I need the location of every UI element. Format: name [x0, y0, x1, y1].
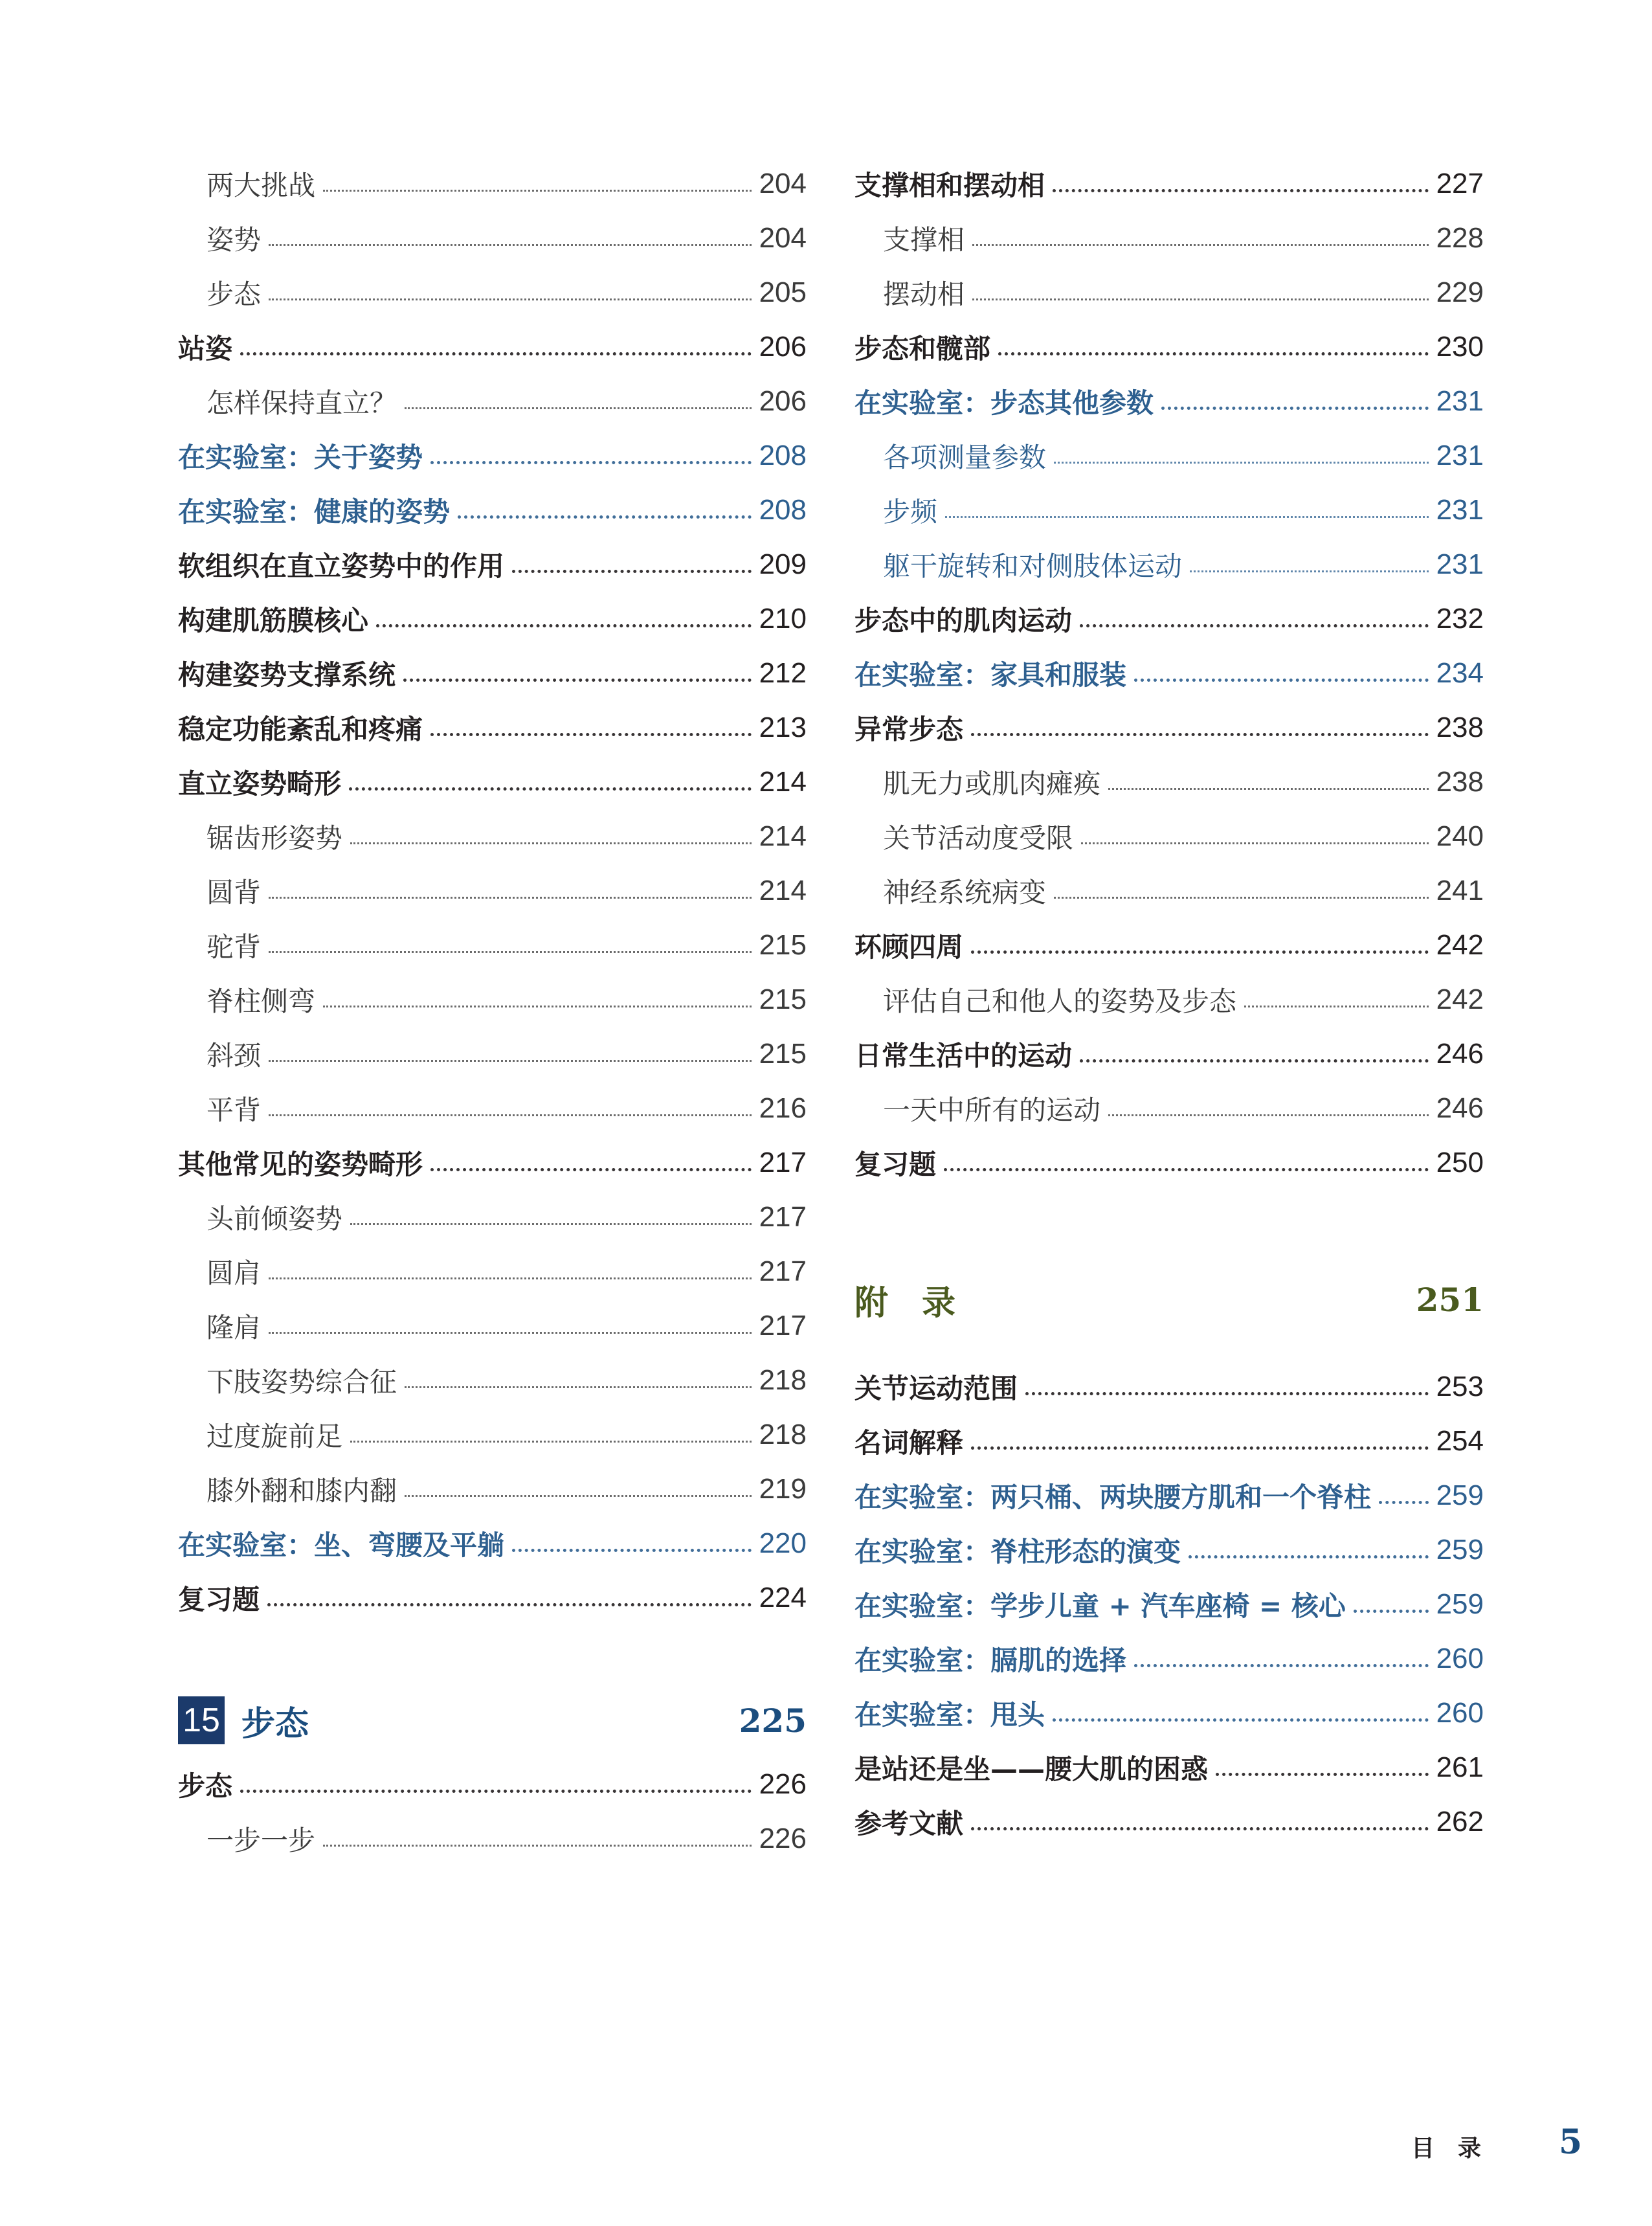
toc-entry-label: 怎样保持直立？	[206, 387, 397, 419]
toc-entry-label: 斜颈	[206, 1040, 262, 1072]
toc-entry-label: 隆肩	[206, 1312, 262, 1343]
toc-subentry[interactable]	[178, 211, 807, 265]
toc-subentry[interactable]	[854, 809, 1484, 864]
dot-leader	[430, 461, 752, 464]
toc-entry-label: 站姿	[178, 333, 233, 365]
dot-leader	[1379, 1501, 1429, 1504]
dot-leader	[267, 1603, 752, 1606]
toc-entry-label: 两大挑战	[206, 170, 316, 201]
toc-entry-label: 下肢姿势综合征	[206, 1366, 397, 1398]
toc-subentry[interactable]	[854, 483, 1484, 537]
toc-entry-label: 肌无力或肌肉瘫痪	[883, 768, 1101, 800]
chapter-title: 步态	[241, 1703, 309, 1744]
toc-entry-page: 217	[759, 1201, 807, 1233]
dot-leader	[998, 352, 1429, 355]
dot-leader	[512, 1549, 752, 1552]
toc-entry[interactable]	[178, 1136, 807, 1190]
toc-entry-page: 216	[759, 1092, 807, 1124]
dot-leader	[1080, 624, 1429, 627]
toc-entry[interactable]	[854, 1523, 1484, 1577]
toc-entry-label: 支撑相和摆动相	[854, 170, 1045, 201]
toc-subentry[interactable]	[178, 864, 807, 918]
toc-entry-label: 平背	[206, 1094, 262, 1126]
toc-entry[interactable]	[854, 1686, 1484, 1740]
toc-subentry[interactable]	[178, 972, 807, 1027]
dot-leader	[269, 1277, 752, 1279]
toc-entry-label: 关节运动范围	[854, 1373, 1018, 1404]
toc-entry-page: 217	[759, 1310, 807, 1342]
toc-entry-label: 在实验室：脊柱形态的演变	[854, 1536, 1181, 1568]
toc-entry-label: 名词解释	[854, 1427, 964, 1459]
toc-entry-label: 直立姿势畸形	[178, 768, 342, 800]
toc-entry-page: 204	[759, 168, 807, 199]
toc-subentry[interactable]	[178, 809, 807, 864]
toc-entry-page: 250	[1436, 1147, 1484, 1178]
dot-leader	[269, 244, 752, 246]
toc-entry-label: 软组织在直立姿势中的作用	[178, 550, 505, 582]
toc-entry-label: 神经系统病变	[883, 877, 1047, 908]
toc-entry[interactable]	[178, 1516, 807, 1571]
toc-entry[interactable]	[854, 1027, 1484, 1081]
toc-entry-page: 231	[1436, 440, 1484, 471]
toc-entry-label: 在实验室：两只桶、两块腰方肌和一个脊柱	[854, 1481, 1372, 1513]
toc-subentry[interactable]	[178, 265, 807, 320]
toc-subentry[interactable]	[178, 1462, 807, 1516]
toc-entry[interactable]	[854, 1632, 1484, 1686]
toc-entry[interactable]	[854, 1360, 1484, 1414]
dot-leader	[350, 1223, 752, 1225]
toc-entry-page: 204	[759, 222, 807, 254]
dot-leader	[1244, 1006, 1429, 1007]
toc-entry-page: 259	[1436, 1534, 1484, 1566]
toc-entry-label: 步态	[206, 278, 262, 310]
toc-entry[interactable]	[178, 755, 807, 809]
dot-leader	[1134, 679, 1429, 682]
toc-entry-page: 218	[759, 1419, 807, 1450]
toc-subentry[interactable]	[178, 1081, 807, 1136]
toc-entry-page: 242	[1436, 984, 1484, 1015]
dot-leader	[323, 1845, 752, 1847]
toc-entry-page: 212	[759, 657, 807, 689]
toc-entry-page: 238	[1436, 712, 1484, 743]
dot-leader	[1054, 462, 1429, 464]
toc-entry-label: 稳定功能紊乱和疼痛	[178, 714, 423, 745]
toc-entry-page: 241	[1436, 875, 1484, 906]
dot-leader	[971, 733, 1429, 736]
dot-leader	[405, 1386, 752, 1388]
dot-leader	[1189, 1555, 1429, 1558]
toc-entry[interactable]	[178, 320, 807, 374]
dot-leader	[971, 1827, 1429, 1830]
dot-leader	[240, 1790, 752, 1793]
dot-leader	[1054, 897, 1429, 899]
chapter-number-badge: 15	[178, 1696, 225, 1744]
toc-entry-label: 躯干旋转和对侧肢体运动	[883, 550, 1183, 582]
toc-entry-label: 驼背	[206, 931, 262, 963]
toc-entry-page: 260	[1436, 1643, 1484, 1674]
toc-entry-label: 步态中的肌肉运动	[854, 605, 1073, 636]
toc-entry-label: 是站还是坐——腰大肌的困惑	[854, 1753, 1209, 1785]
toc-entry-label: 步频	[883, 496, 938, 528]
toc-subentry[interactable]	[178, 1812, 807, 1866]
toc-entry-page: 229	[1436, 276, 1484, 308]
toc-entry[interactable]	[854, 1577, 1484, 1632]
toc-entry-page: 205	[759, 276, 807, 308]
chapter-title: 附录	[854, 1283, 990, 1323]
toc-entry-label: 评估自己和他人的姿势及步态	[883, 985, 1237, 1017]
toc-entry[interactable]	[178, 646, 807, 701]
toc-entry-page: 232	[1436, 603, 1484, 635]
dot-leader	[1053, 1718, 1429, 1722]
toc-entry-label: 支撑相	[883, 224, 965, 256]
dot-leader	[405, 1495, 752, 1497]
dot-leader	[269, 951, 752, 953]
toc-subentry[interactable]	[854, 864, 1484, 918]
chapter-heading[interactable]	[178, 1691, 807, 1749]
dot-leader	[1080, 1059, 1429, 1062]
dot-leader	[1025, 1392, 1429, 1395]
dot-leader	[1134, 1664, 1429, 1667]
toc-entry-label: 姿势	[206, 224, 262, 256]
toc-entry-page: 259	[1436, 1479, 1484, 1511]
chapter-page: 225	[739, 1701, 807, 1740]
toc-entry-label: 在实验室：坐、弯腰及平躺	[178, 1529, 505, 1561]
toc-entry-page: 246	[1436, 1038, 1484, 1070]
dot-leader	[323, 1006, 752, 1007]
toc-subentry[interactable]	[854, 1081, 1484, 1136]
toc-entry-label: 日常生活中的运动	[854, 1040, 1073, 1072]
appendix-heading[interactable]	[854, 1270, 1484, 1329]
toc-entry-label: 在实验室：健康的姿势	[178, 496, 451, 528]
toc-entry-page: 238	[1436, 766, 1484, 798]
dot-leader	[1216, 1773, 1429, 1776]
toc-subentry[interactable]	[178, 374, 807, 429]
toc-entry-page: 208	[759, 440, 807, 471]
toc-entry-page: 253	[1436, 1371, 1484, 1402]
dot-leader	[269, 1332, 752, 1334]
toc-subentry[interactable]	[178, 1027, 807, 1081]
toc-entry[interactable]	[854, 1468, 1484, 1523]
dot-leader	[350, 842, 752, 844]
toc-entry-page: 261	[1436, 1751, 1484, 1783]
toc-entry-label: 一天中所有的运动	[883, 1094, 1101, 1126]
dot-leader	[350, 1441, 752, 1443]
toc-entry[interactable]	[854, 374, 1484, 429]
chapter-page: 251	[1416, 1280, 1484, 1319]
dot-leader	[269, 1114, 752, 1116]
toc-subentry[interactable]	[854, 755, 1484, 809]
toc-entry[interactable]	[178, 429, 807, 483]
toc-entry[interactable]	[854, 701, 1484, 755]
dot-leader	[458, 515, 752, 519]
toc-subentry[interactable]	[178, 1408, 807, 1462]
toc-entry-page: 246	[1436, 1092, 1484, 1124]
toc-entry-page: 242	[1436, 929, 1484, 961]
dot-leader	[376, 624, 752, 627]
toc-subentry[interactable]	[854, 211, 1484, 265]
toc-entry[interactable]	[854, 646, 1484, 701]
toc-entry-label: 在实验室：膈肌的选择	[854, 1645, 1127, 1676]
dot-leader	[512, 570, 752, 573]
toc-entry[interactable]	[178, 483, 807, 537]
dot-leader	[269, 897, 752, 899]
dot-leader	[1053, 189, 1429, 192]
toc-entry-page: 219	[759, 1473, 807, 1505]
dot-leader	[430, 1168, 752, 1171]
toc-entry-page: 231	[1436, 385, 1484, 417]
toc-entry-page: 206	[759, 331, 807, 363]
toc-entry[interactable]	[178, 1571, 807, 1625]
toc-entry-label: 过度旋前足	[206, 1421, 343, 1452]
toc-entry-page: 214	[759, 820, 807, 852]
dot-leader	[1190, 570, 1429, 572]
toc-entry-label: 参考文献	[854, 1808, 964, 1839]
dot-leader	[269, 298, 752, 300]
toc-entry[interactable]	[178, 701, 807, 755]
dot-leader	[323, 190, 752, 192]
toc-entry-page: 230	[1436, 331, 1484, 363]
toc-subentry[interactable]	[178, 918, 807, 972]
toc-subentry[interactable]	[178, 1244, 807, 1299]
toc-entry-page: 231	[1436, 548, 1484, 580]
toc-entry-page: 240	[1436, 820, 1484, 852]
toc-entry-page: 214	[759, 766, 807, 798]
toc-entry-label: 膝外翻和膝内翻	[206, 1475, 397, 1507]
running-footer-section: 目录	[1411, 2135, 1505, 2162]
toc-entry[interactable]	[178, 592, 807, 646]
toc-entry[interactable]	[854, 1795, 1484, 1849]
page-number: 5	[1559, 2122, 1583, 2162]
toc-subentry[interactable]	[854, 537, 1484, 592]
toc-entry-label: 一步一步	[206, 1825, 316, 1856]
toc-entry-label: 在实验室：步态其他参数	[854, 387, 1154, 419]
toc-entry-page: 214	[759, 875, 807, 906]
toc-entry-page: 210	[759, 603, 807, 635]
toc-entry-page: 262	[1436, 1806, 1484, 1838]
toc-entry-page: 213	[759, 712, 807, 743]
dot-leader	[1108, 788, 1429, 790]
toc-entry-label: 头前倾姿势	[206, 1203, 343, 1235]
dot-leader	[269, 1060, 752, 1062]
dot-leader	[972, 244, 1429, 246]
toc-entry-label: 各项测量参数	[883, 442, 1047, 473]
toc-entry-page: 217	[759, 1255, 807, 1287]
toc-entry-label: 锯齿形姿势	[206, 822, 343, 854]
toc-entry-page: 206	[759, 385, 807, 417]
toc-entry-page: 215	[759, 984, 807, 1015]
toc-subentry[interactable]	[178, 157, 807, 211]
toc-entry-page: 217	[759, 1147, 807, 1178]
dot-leader	[240, 352, 752, 355]
toc-entry-label: 构建肌筋膜核心	[178, 605, 369, 636]
toc-entry-label: 摆动相	[883, 278, 965, 310]
toc-entry-label: 在实验室：学步儿童 + 汽车座椅 = 核心	[854, 1590, 1346, 1622]
toc-subentry[interactable]	[178, 1353, 807, 1408]
dot-leader	[1081, 842, 1429, 844]
toc-entry-page: 259	[1436, 1588, 1484, 1620]
dot-leader	[1161, 407, 1429, 410]
toc-entry-page: 228	[1436, 222, 1484, 254]
dot-leader	[1108, 1114, 1429, 1116]
toc-entry[interactable]	[854, 918, 1484, 972]
toc-entry-label: 步态和髋部	[854, 333, 991, 365]
toc-entry[interactable]	[854, 320, 1484, 374]
toc-subentry[interactable]	[854, 265, 1484, 320]
toc-entry-label: 在实验室：关于姿势	[178, 442, 423, 473]
dot-leader	[945, 516, 1429, 518]
toc-entry-page: 260	[1436, 1697, 1484, 1729]
toc-entry-page: 226	[759, 1823, 807, 1854]
toc-entry[interactable]	[854, 157, 1484, 211]
dot-leader	[1354, 1610, 1429, 1613]
toc-entry-label: 异常步态	[854, 714, 964, 745]
toc-entry-label: 圆肩	[206, 1257, 262, 1289]
toc-subentry[interactable]	[854, 972, 1484, 1027]
dot-leader	[972, 298, 1429, 300]
toc-entry[interactable]	[854, 1414, 1484, 1468]
toc-entry-page: 224	[759, 1582, 807, 1613]
toc-entry-label: 在实验室：家具和服装	[854, 659, 1127, 691]
toc-entry-label: 复习题	[854, 1149, 937, 1180]
toc-entry-label: 在实验室：甩头	[854, 1699, 1045, 1731]
dot-leader	[403, 679, 752, 682]
toc-entry-page: 215	[759, 929, 807, 961]
dot-leader	[944, 1168, 1429, 1171]
toc-entry[interactable]	[178, 537, 807, 592]
toc-entry-page: 209	[759, 548, 807, 580]
toc-entry-page: 208	[759, 494, 807, 526]
toc-entry-label: 圆背	[206, 877, 262, 908]
toc-entry-page: 234	[1436, 657, 1484, 689]
toc-entry-label: 脊柱侧弯	[206, 985, 316, 1017]
toc-entry-page: 226	[759, 1768, 807, 1800]
toc-entry-label: 关节活动度受限	[883, 822, 1074, 854]
dot-leader	[349, 787, 752, 791]
toc-subentry[interactable]	[854, 429, 1484, 483]
dot-leader	[405, 407, 752, 409]
toc-entry[interactable]	[854, 1136, 1484, 1190]
toc-entry-page: 254	[1436, 1425, 1484, 1457]
toc-entry-page: 220	[759, 1527, 807, 1559]
toc-subentry[interactable]	[178, 1190, 807, 1244]
toc-entry-page: 218	[759, 1364, 807, 1396]
toc-entry-label: 复习题	[178, 1584, 260, 1615]
toc-entry[interactable]	[854, 592, 1484, 646]
toc-subentry[interactable]	[178, 1299, 807, 1353]
toc-entry-page: 227	[1436, 168, 1484, 199]
toc-entry-label: 构建姿势支撑系统	[178, 659, 396, 691]
toc-entry-label: 其他常见的姿势畸形	[178, 1149, 423, 1180]
dot-leader	[430, 733, 752, 736]
toc-entry-label: 环顾四周	[854, 931, 964, 963]
dot-leader	[971, 950, 1429, 954]
toc-entry-label: 步态	[178, 1770, 233, 1802]
toc-entry[interactable]	[854, 1740, 1484, 1795]
toc-entry-page: 215	[759, 1038, 807, 1070]
toc-entry-page: 231	[1436, 494, 1484, 526]
dot-leader	[971, 1446, 1429, 1450]
toc-entry[interactable]	[178, 1757, 807, 1812]
